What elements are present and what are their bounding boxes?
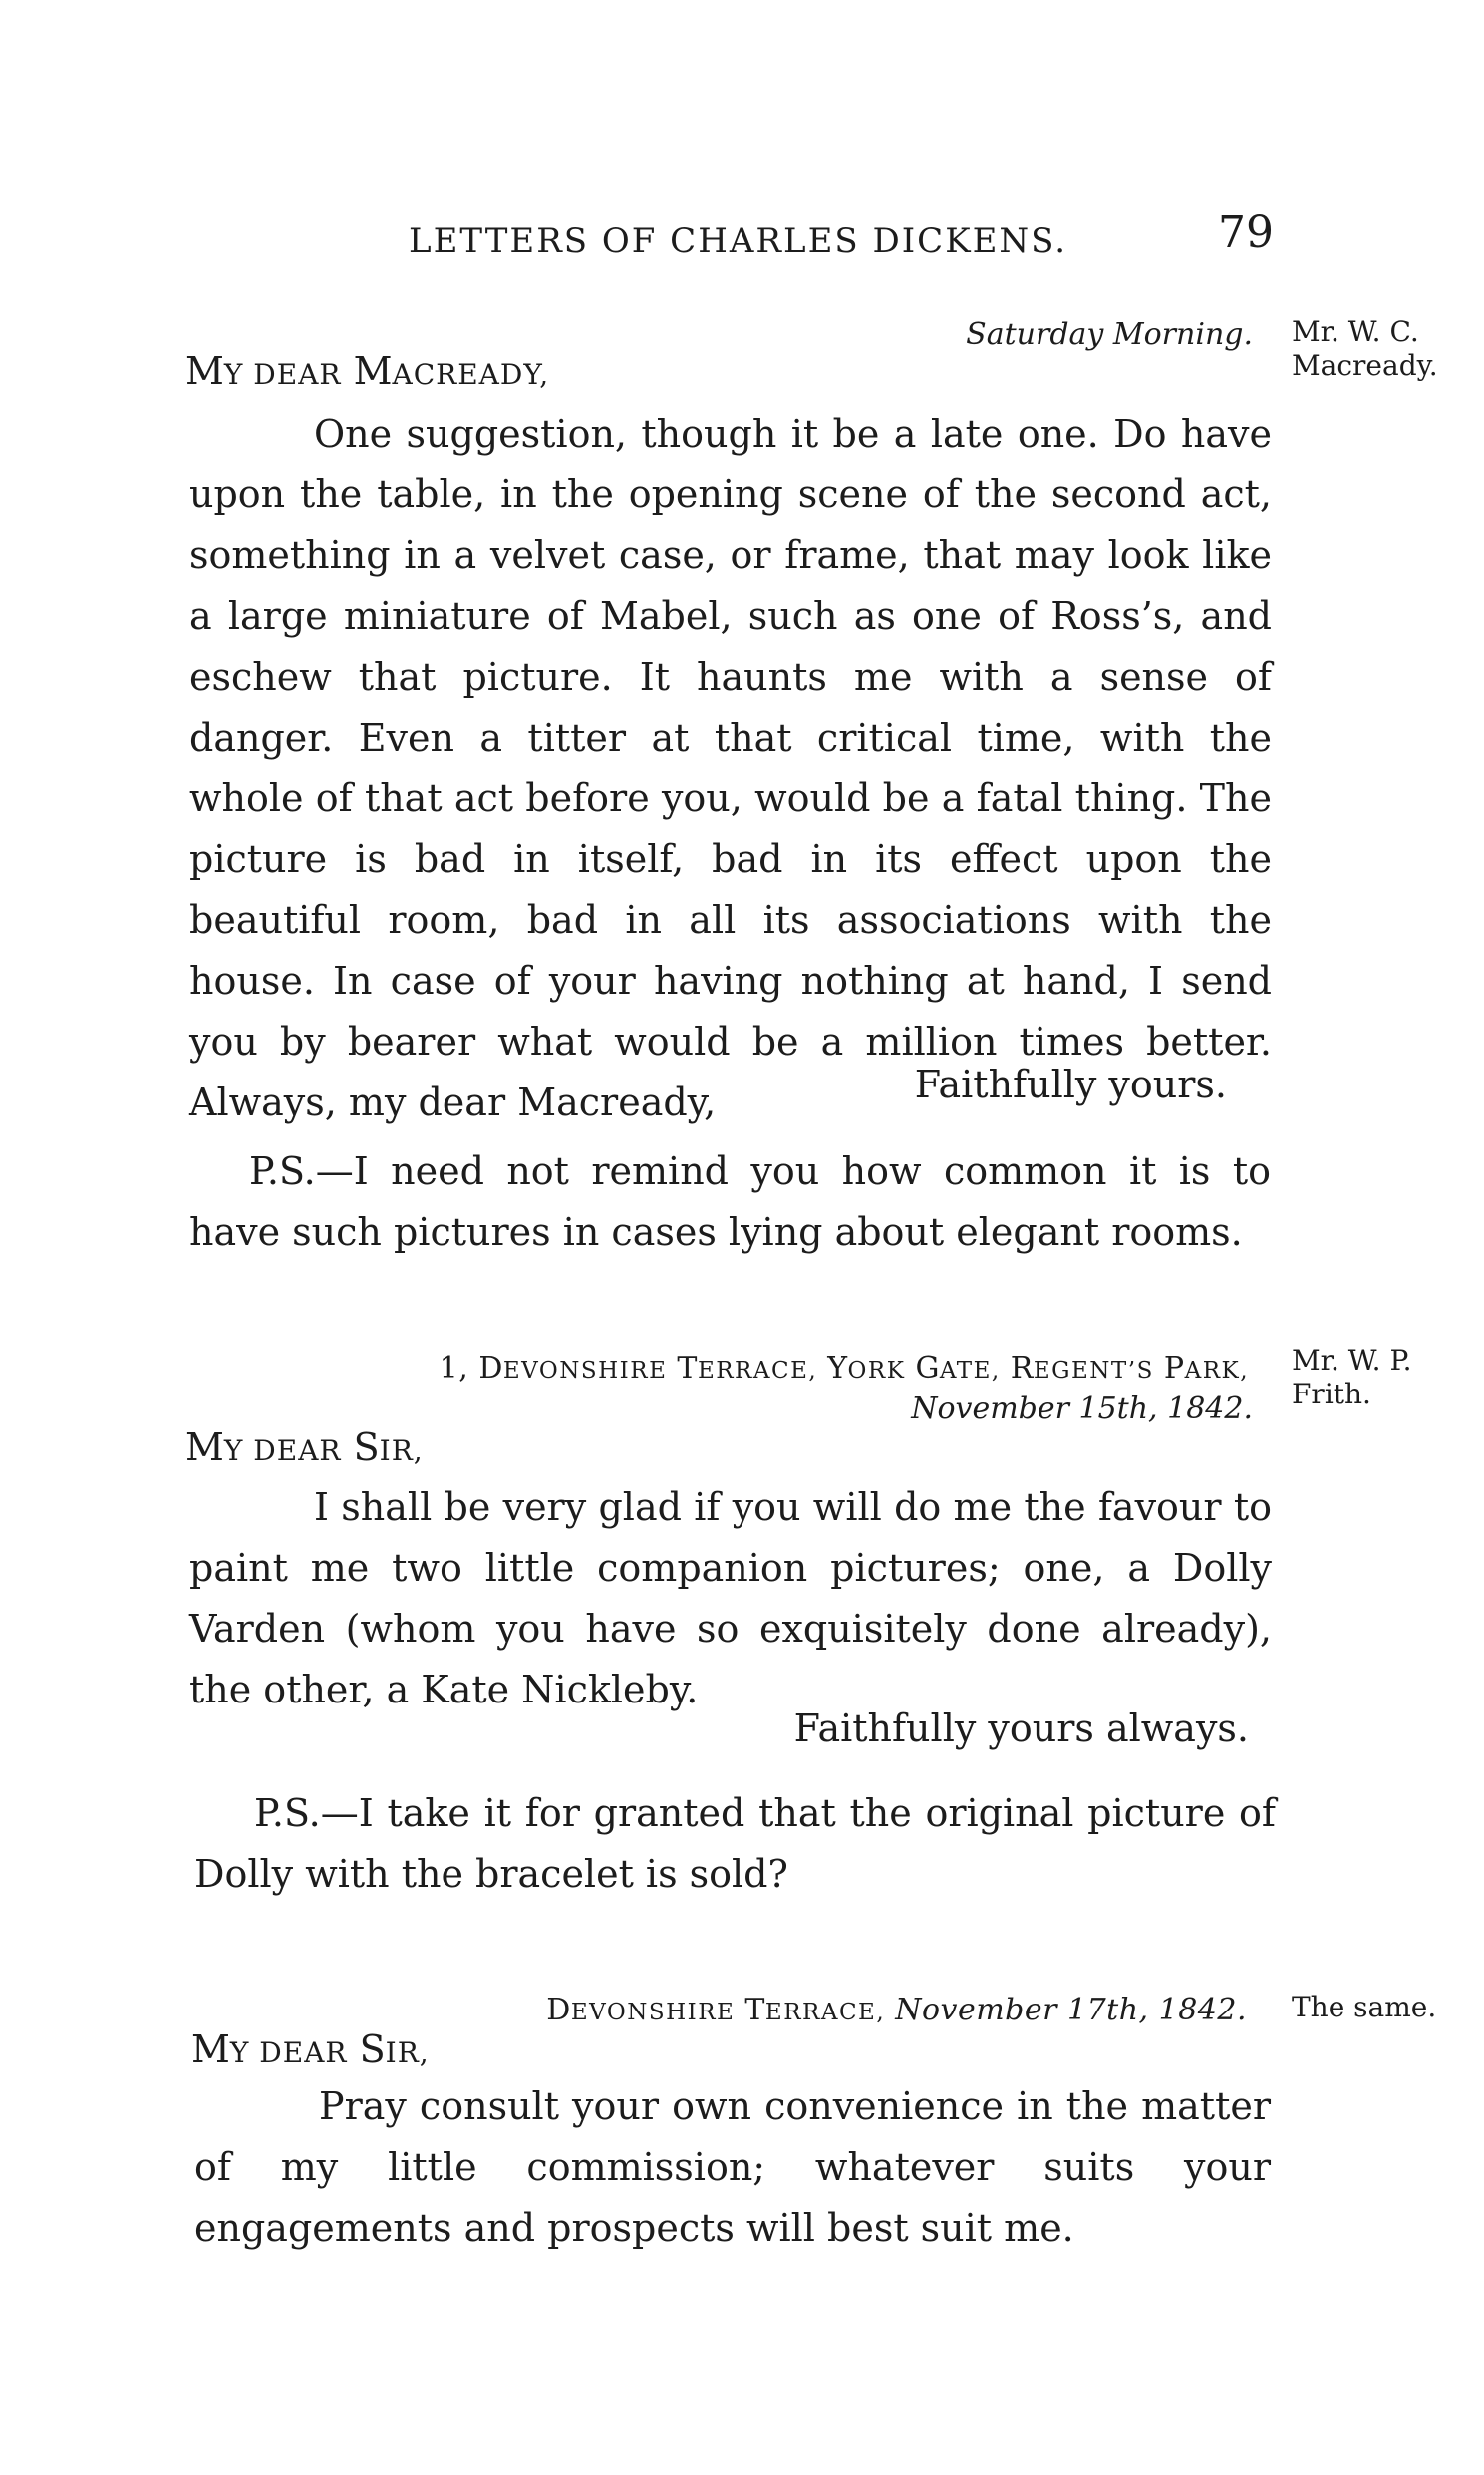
letter-3-salutation: MY DEAR SIR, [191,2027,430,2071]
letter-2-closing: Faithfully yours always. [793,1706,1249,1750]
letter-1-salutation: MY DEAR MACREADY, [185,349,550,393]
letter-2-address: 1, DEVONSHIRE TERRACE, YORK GATE, REGENT’S PARK, [439,1351,1249,1386]
letter-3-dateline: DEVONSHIRE TERRACE, November 17th, 1842. [546,1993,1247,2027]
letter-1-dateline: Saturday Morning. [966,317,1253,352]
letter-2-dateline: November 15th, 1842. [911,1392,1253,1426]
letter-1-postscript: P.S.—I need not remind you how common it is to have such pictures in cases lying about elegant rooms. [189,1149,1271,1254]
letter-2-recipient-note: Mr. W. P. Frith. [1292,1344,1412,1410]
letter-2-body: I shall be very glad if you will do me the favour to paint me two little companion pictures; one, a Dolly Varden (whom you have so exquisitely done already), the other, a Kate Nickleby. [189,1485,1272,1711]
running-title: LETTERS OF CHARLES DICKENS. [409,221,1068,261]
letter-1-recipient-note: Mr. W. C. Macready. [1292,315,1438,382]
letter-2-postscript: P.S.—I take it for granted that the original picture of Dolly with the bracelet is sold? [194,1791,1276,1896]
letter-1-closing: Faithfully yours. [914,1063,1227,1106]
letter-1-body: One suggestion, though it be a late one. Do have upon the table, in the opening scene of the second act, something in a velvet case, or frame, that may look like a large miniature of Mabel, such as one of Ross’s, and eschew that picture. It haunts me with a sense of danger. Even a titter at that critical time, with the whole of that act before you, would be a fatal thing. The picture is bad in itself, bad in its effect upon the beautiful room, bad in all its associations with the house. In case of your having nothing at hand, I send you by bearer what would be a million times better. Always, my dear Macready, [189,412,1272,1124]
letter-3-recipient-note: The same. [1292,1991,1437,2023]
letter-3-body: Pray consult your own convenience in the matter of my little commission; whatever suits your engagements and prospects will best suit me. [194,2084,1271,2250]
page-number: 79 [1218,207,1274,258]
letter-2-salutation: MY DEAR SIR, [185,1425,424,1469]
